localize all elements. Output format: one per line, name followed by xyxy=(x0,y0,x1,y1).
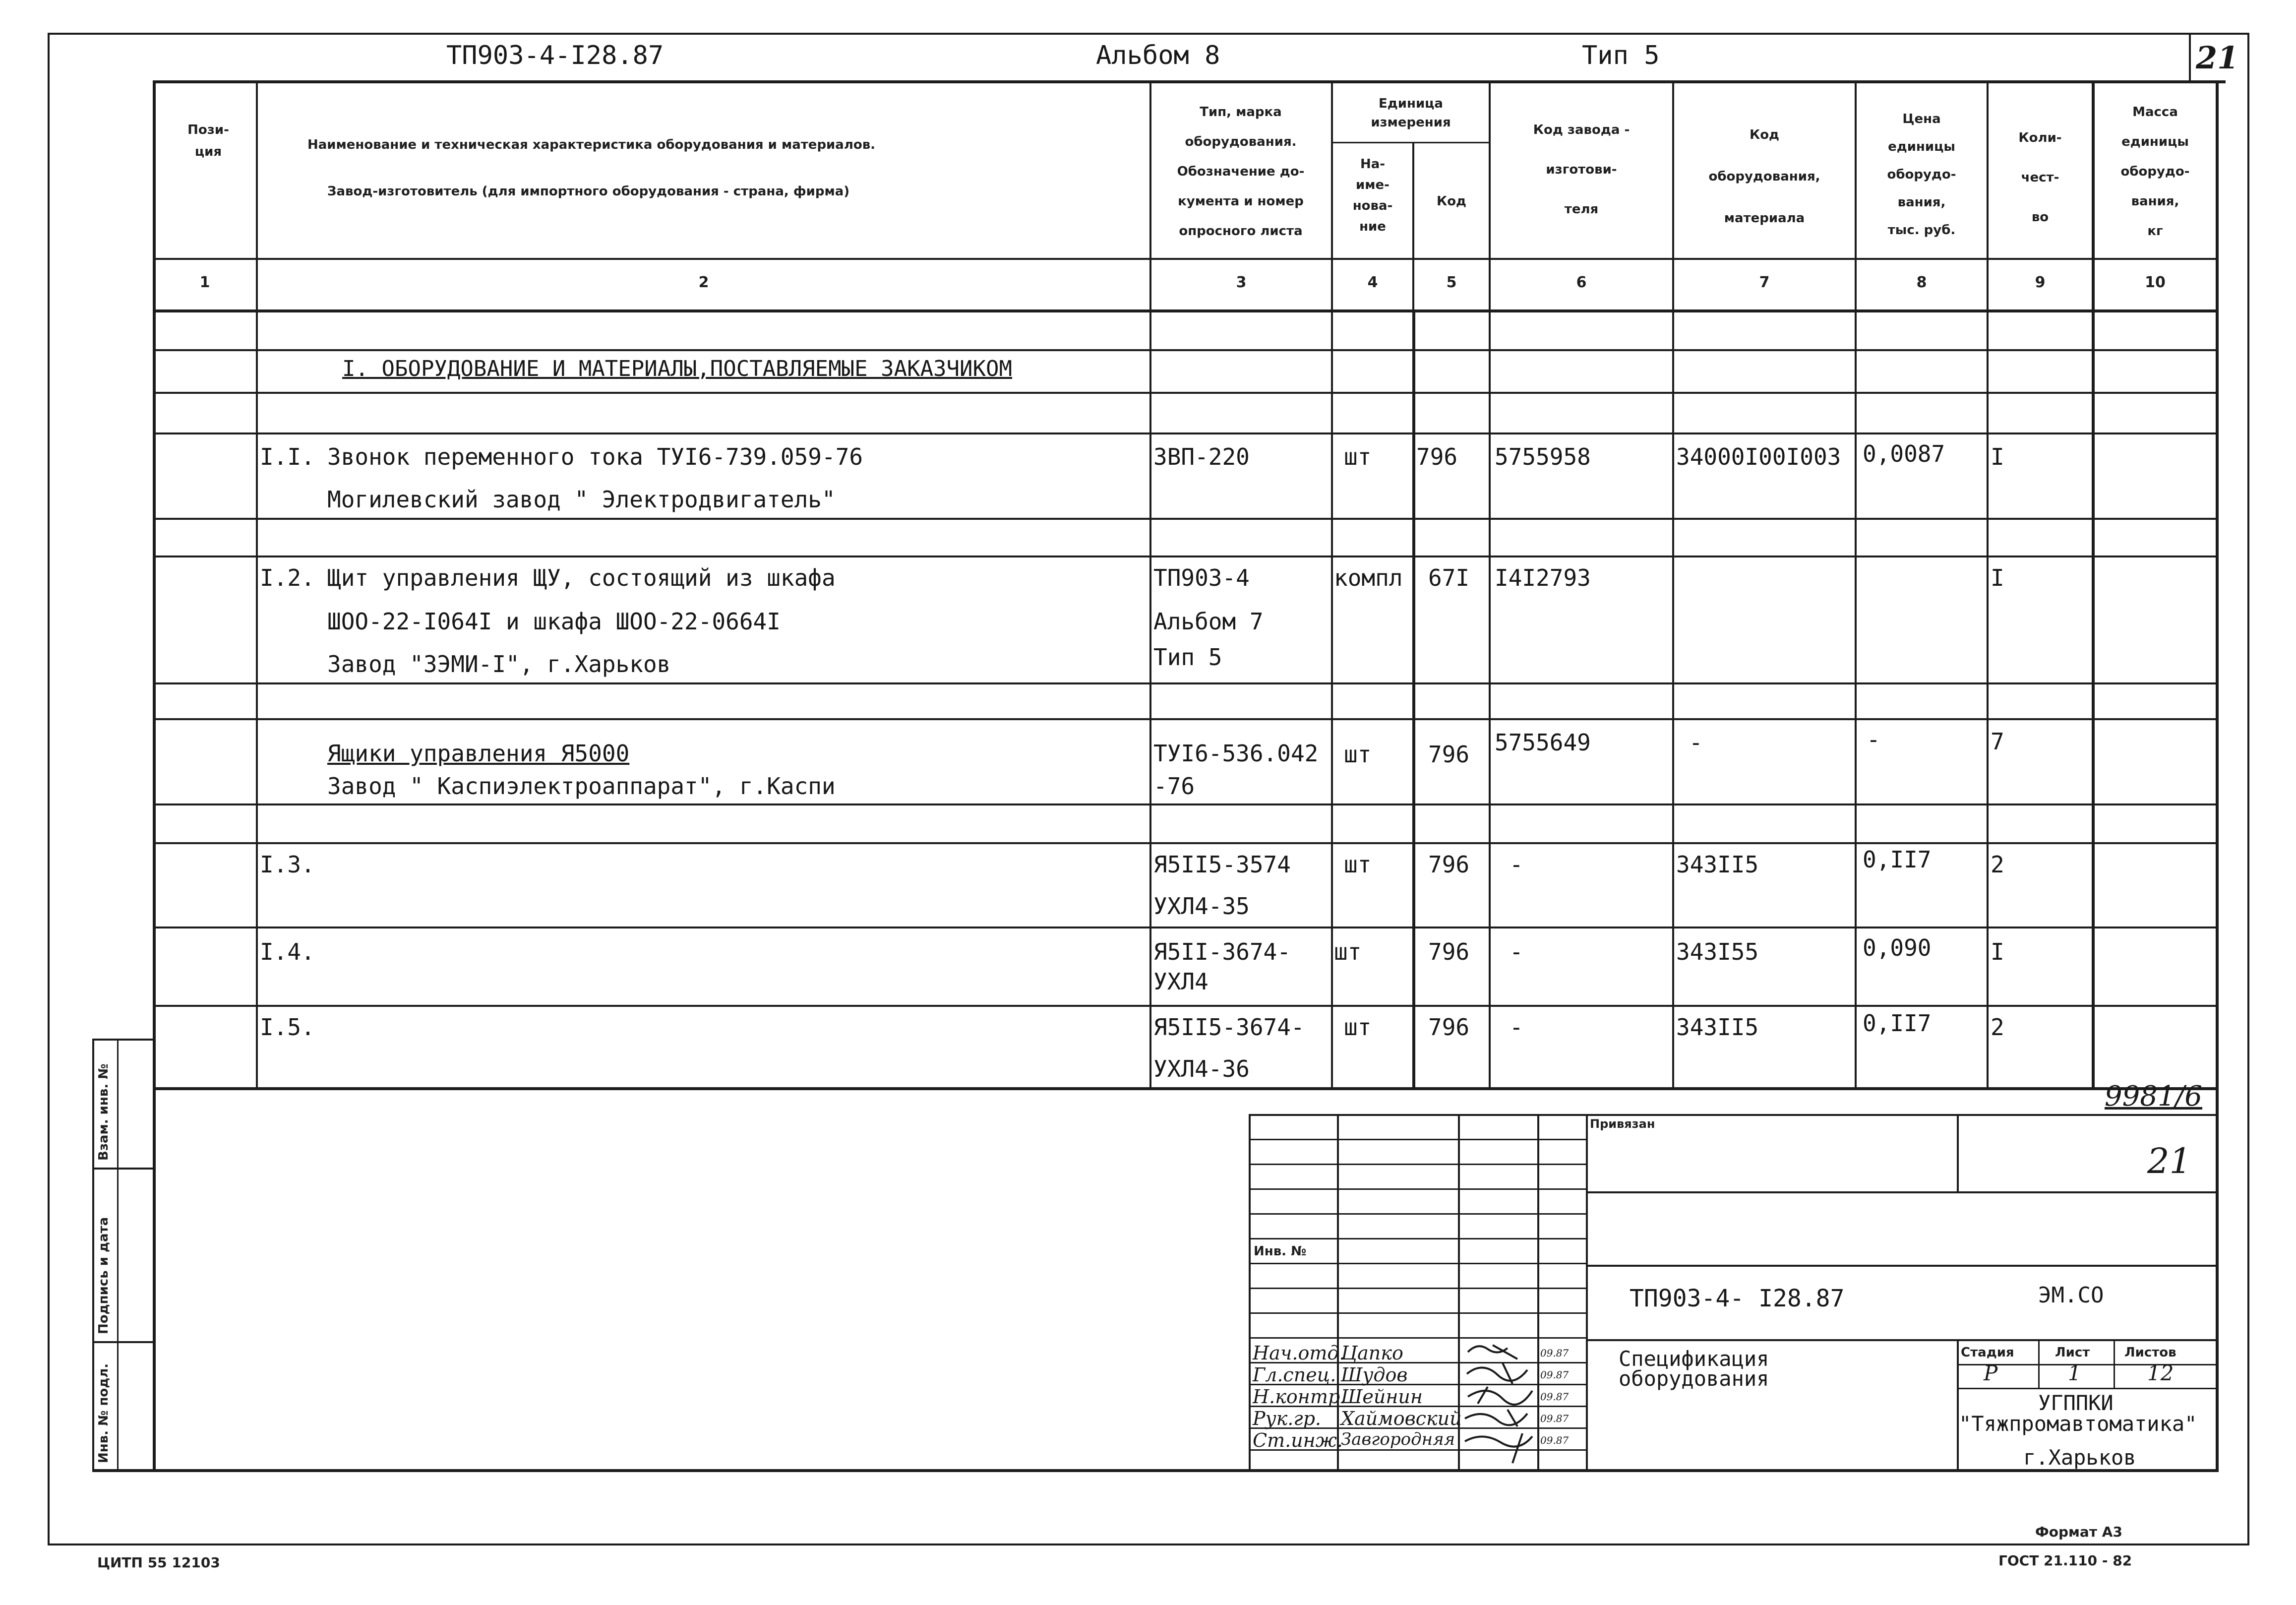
frame-left-outer xyxy=(48,33,50,1545)
signer-name: Цапко xyxy=(1341,1342,1403,1364)
stamp-title: Спецификация оборудования xyxy=(1619,1347,1769,1391)
row-quantity: 2 xyxy=(1991,851,2004,878)
signer-role: Гл.спец. xyxy=(1253,1364,1336,1386)
row-position: I.I. xyxy=(260,443,315,470)
row-quantity: 7 xyxy=(1991,728,2004,755)
row-unit-code: 796 xyxy=(1416,443,1458,470)
stamp-v6 xyxy=(1957,1339,1959,1471)
frame-top-inner xyxy=(153,80,2226,83)
header-col4: На- име- нова- ние xyxy=(1352,157,1393,234)
row-type: Я5II-3674- xyxy=(1153,938,1291,965)
col-line-1 xyxy=(256,82,258,1089)
col-number: 9 xyxy=(2035,274,2046,291)
col-number: 7 xyxy=(1759,274,1770,291)
col-number: 2 xyxy=(698,274,709,291)
stamp-org-line1: УГППКИ xyxy=(2038,1391,2114,1415)
stamp-stage: Р xyxy=(1984,1361,1998,1385)
stamp-mark: ЭМ.СО xyxy=(2038,1283,2104,1308)
row-name: Звонок переменного тока ТУI6-739.059-76 xyxy=(327,443,863,470)
header-col6: Код завода - изготови- теля xyxy=(1533,123,1630,217)
side-strip-divider xyxy=(92,1168,154,1170)
side-label-podpis: Подпись и дата xyxy=(96,1217,111,1334)
stamp-grid-row xyxy=(1249,1139,1586,1140)
signer-name: Шейнин xyxy=(1341,1386,1423,1408)
row-name: Могилевский завод " Электродвигатель" xyxy=(327,486,836,513)
col-number: 1 xyxy=(199,274,210,291)
stamp-lists: 12 xyxy=(2147,1361,2174,1385)
row-line xyxy=(153,349,2219,351)
numbers-bottom-line xyxy=(153,309,2219,312)
row-type: Я5II5-3674- xyxy=(1153,1014,1305,1041)
table-bottom-line xyxy=(153,1087,2219,1090)
row-type: Альбом 7 xyxy=(1153,608,1264,635)
row-factory-code: I4I2793 xyxy=(1495,564,1591,591)
header-col8: Цена единицы оборудо- вания, тыс. руб. xyxy=(1887,112,1956,238)
frame-right-inner xyxy=(2216,80,2219,1471)
row-name: Завод " Каспиэлектроаппарат", г.Каспи xyxy=(327,773,836,800)
col-number: 3 xyxy=(1236,274,1247,291)
header-col5: Код xyxy=(1436,194,1467,209)
unit-group-line xyxy=(1331,142,1490,143)
signer-name: Шудов xyxy=(1341,1364,1408,1386)
col-number: 5 xyxy=(1446,274,1457,291)
row-line xyxy=(153,803,2219,805)
stamp-grid-row xyxy=(1249,1337,1586,1339)
row-equipment-code: - xyxy=(1689,729,1703,756)
signer-role: Ст.инж. xyxy=(1253,1429,1343,1451)
stamp-v7 xyxy=(2038,1339,2040,1388)
row-price: 0,II7 xyxy=(1863,846,1932,873)
side-label-inv-podl: Инв. № подл. xyxy=(96,1363,111,1463)
stamp-v3 xyxy=(1537,1114,1539,1471)
stamp-doc-code: ТП903-4- I28.87 xyxy=(1630,1285,1845,1312)
col-number: 6 xyxy=(1576,274,1587,291)
row-position: I.2. xyxy=(260,564,315,591)
row-name: Ящики управления Я5000 xyxy=(327,740,630,767)
stamp-h xyxy=(1586,1191,2219,1193)
row-factory-code: - xyxy=(1510,851,1523,878)
row-line xyxy=(153,432,2219,434)
header-col7: Код оборудования, материала xyxy=(1708,127,1820,226)
row-position: I.5. xyxy=(260,1014,315,1041)
row-name: ШОО-22-I064I и шкафа ШОО-22-0664I xyxy=(327,608,781,635)
frame-right-outer xyxy=(2247,33,2249,1545)
row-type: УХЛ4-35 xyxy=(1153,893,1250,920)
row-equipment-code: 343I55 xyxy=(1676,938,1759,965)
row-quantity: I xyxy=(1991,443,2004,470)
row-price: 0,0087 xyxy=(1863,440,1945,467)
col-line-2 xyxy=(1149,82,1151,1089)
signer-date: 09.87 xyxy=(1540,1347,1569,1359)
row-unit: шт xyxy=(1334,938,1362,965)
header-col9: Коли- чест- во xyxy=(2018,130,2062,225)
footer-format: Формат А3 xyxy=(2035,1524,2122,1540)
signer-date: 09.87 xyxy=(1540,1391,1569,1403)
stamp-v1 xyxy=(1337,1114,1339,1471)
row-type: Тип 5 xyxy=(1153,644,1222,671)
row-line xyxy=(153,682,2219,684)
signer-role: Нач.отд. xyxy=(1253,1342,1345,1364)
stamp-grid-row xyxy=(1249,1213,1586,1215)
col-number: 4 xyxy=(1367,274,1378,291)
row-factory-code: 5755958 xyxy=(1495,443,1591,470)
col-line-9 xyxy=(2092,82,2095,1089)
row-type: ТУI6-536.042 xyxy=(1153,740,1319,767)
stamp-top xyxy=(1249,1114,2219,1116)
col-line-4-bold xyxy=(1412,309,1415,1089)
side-strip-top xyxy=(92,1039,154,1041)
stamp-h xyxy=(1957,1388,2219,1389)
frame-bottom-outer xyxy=(48,1543,2249,1545)
stamp-privyazan: Привязан xyxy=(1590,1117,1655,1131)
row-type: -76 xyxy=(1153,773,1195,800)
col-line-8 xyxy=(1987,82,1989,1089)
row-position: I.3. xyxy=(260,851,315,878)
stamp-v4 xyxy=(1586,1114,1588,1471)
stamp-h xyxy=(1586,1339,2219,1341)
archive-number: 9981/6 xyxy=(2105,1080,2203,1112)
row-quantity: 2 xyxy=(1991,1014,2004,1041)
row-price: 0,II7 xyxy=(1863,1010,1932,1037)
signer-name: Завгородняя xyxy=(1341,1429,1455,1449)
header-col2-line1: Наименование и техническая характеристика оборудования и материалов. xyxy=(307,137,876,152)
signer-date: 09.87 xyxy=(1540,1434,1569,1446)
frame-bottom-inner xyxy=(92,1469,2219,1472)
top-sheet-number: 21 xyxy=(2196,40,2239,76)
header-col2-line2: Завод-изготовитель (для импортного оборудования - страна, фирма) xyxy=(327,184,850,199)
row-line xyxy=(153,1005,2219,1007)
row-price: 0,090 xyxy=(1863,934,1932,961)
row-quantity: I xyxy=(1991,938,2004,965)
row-line xyxy=(153,842,2219,844)
header-unit-group: Единица измерения xyxy=(1371,96,1451,130)
stamp-stage-label: Стадия xyxy=(1961,1345,2014,1360)
side-label-vzam: Взам. инв. № xyxy=(96,1063,111,1161)
stamp-org-line2: "Тяжпромавтоматика" xyxy=(1959,1412,2197,1436)
side-strip-divider xyxy=(92,1341,154,1343)
signer-name: Хаймовский xyxy=(1341,1408,1462,1429)
row-equipment-code: 343II5 xyxy=(1676,851,1759,878)
row-factory-code: 5755649 xyxy=(1495,729,1591,756)
row-name: Завод "ЗЭМИ-I", г.Харьков xyxy=(327,651,671,678)
header-col10: Масса единицы оборудо- вания, кг xyxy=(2120,105,2190,239)
header-col3: Тип, марка оборудования. Обозначение до- кумента и номер опросного листа xyxy=(1177,105,1305,239)
side-strip-left xyxy=(92,1039,94,1471)
stamp-org-line3: г.Харьков xyxy=(2023,1445,2136,1470)
stamp-h xyxy=(1586,1265,2219,1267)
row-type: ТП903-4 xyxy=(1153,564,1250,591)
row-factory-code: - xyxy=(1510,938,1523,965)
stamp-list: 1 xyxy=(2068,1361,2081,1385)
row-quantity: I xyxy=(1991,564,2004,591)
signer-role: Рук.гр. xyxy=(1253,1408,1321,1429)
stamp-grid-row xyxy=(1249,1288,1586,1289)
stamp-grid-row xyxy=(1249,1263,1586,1264)
stamp-lists-label: Листов xyxy=(2124,1345,2176,1360)
row-line xyxy=(153,392,2219,394)
col-line-5 xyxy=(1489,82,1491,1089)
row-unit-code: 796 xyxy=(1428,741,1470,768)
col-line-3 xyxy=(1331,82,1333,1089)
row-position: I.4. xyxy=(260,938,315,965)
section-title: I. ОБОРУДОВАНИЕ И МАТЕРИАЛЫ,ПОСТАВЛЯЕМЫЕ ЗАКАЗЧИКОМ xyxy=(342,356,1013,381)
col-line-6 xyxy=(1672,82,1674,1089)
col-line-7 xyxy=(1855,82,1857,1089)
row-type: УХЛ4-36 xyxy=(1153,1055,1250,1082)
row-unit: шт xyxy=(1344,443,1372,470)
stamp-grid-row xyxy=(1249,1238,1586,1239)
top-type: Тип 5 xyxy=(1582,41,1660,70)
row-unit-code: 796 xyxy=(1428,851,1470,878)
stamp-grid-row xyxy=(1249,1164,1586,1165)
header-col1: Пози- ция xyxy=(187,123,229,159)
sheet-box-line xyxy=(2189,33,2191,82)
signer-date: 09.87 xyxy=(1540,1369,1569,1381)
row-unit-code: 67I xyxy=(1428,564,1470,591)
row-equipment-code: 343II5 xyxy=(1676,1014,1759,1041)
header-bottom-line xyxy=(153,258,2219,260)
stamp-v8 xyxy=(2114,1339,2115,1388)
footer-citp: ЦИТП 55 12103 xyxy=(97,1554,220,1571)
stamp-v5 xyxy=(1957,1114,1959,1193)
stamp-list-label: Лист xyxy=(2055,1345,2090,1360)
row-unit-code: 796 xyxy=(1428,938,1470,965)
stamp-inv-label: Инв. № xyxy=(1254,1244,1307,1259)
row-price: - xyxy=(1867,726,1880,753)
footer-gost: ГОСТ 21.110 - 82 xyxy=(1998,1552,2132,1569)
col-number: 10 xyxy=(2145,274,2166,291)
row-line xyxy=(153,556,2219,557)
row-unit: шт xyxy=(1344,1014,1372,1041)
row-unit: шт xyxy=(1344,741,1372,768)
row-type: Я5II5-3574 xyxy=(1153,851,1291,878)
frame-top-outer xyxy=(48,33,2249,35)
col-number: 8 xyxy=(1916,274,1927,291)
row-name: Щит управления ЩУ, состоящий из шкафа xyxy=(327,564,836,591)
stamp-grid-row xyxy=(1249,1188,1586,1190)
row-equipment-code: 34000I00I003 xyxy=(1676,443,1841,470)
signer-date: 09.87 xyxy=(1540,1413,1569,1424)
side-strip-mid xyxy=(117,1039,119,1471)
row-line xyxy=(153,718,2219,720)
stamp-grid-row xyxy=(1249,1312,1586,1314)
stamp-hand-number: 21 xyxy=(2147,1141,2192,1181)
signatures-image xyxy=(1458,1339,1537,1488)
top-album: Альбом 8 xyxy=(1096,41,1220,70)
row-unit-code: 796 xyxy=(1428,1014,1470,1041)
row-unit: компл xyxy=(1334,564,1403,591)
top-doc-code: ТП903-4-I28.87 xyxy=(446,41,664,70)
row-type: ЗВП-220 xyxy=(1153,443,1250,470)
stamp-left xyxy=(1249,1114,1251,1471)
row-factory-code: - xyxy=(1510,1014,1523,1041)
signer-role: Н.контр. xyxy=(1253,1386,1346,1408)
row-line xyxy=(153,926,2219,928)
row-line xyxy=(153,518,2219,520)
row-type: УХЛ4 xyxy=(1153,968,1208,995)
row-unit: шт xyxy=(1344,851,1372,878)
